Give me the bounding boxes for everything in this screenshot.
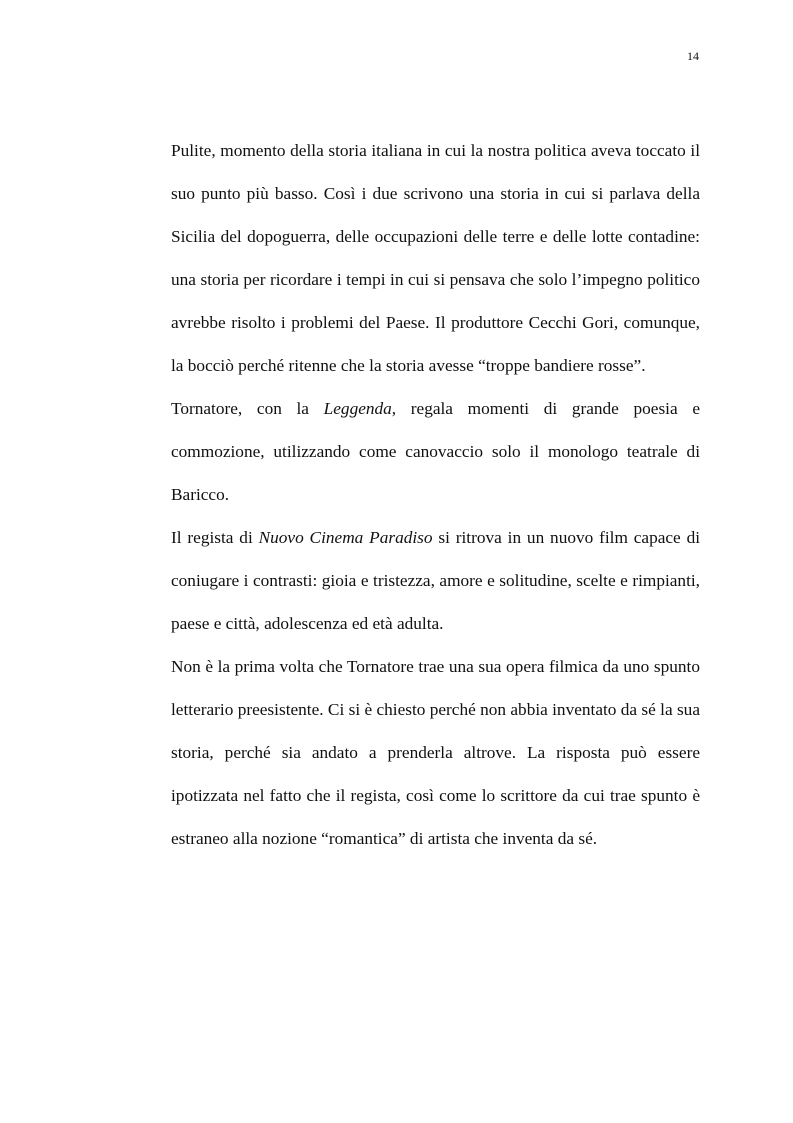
paragraph-text: Tornatore, con la xyxy=(171,399,324,418)
paragraph-4 xyxy=(171,645,700,860)
paragraph-text: Pulite, momento della storia italiana in cui la nostra politica aveva toccato il suo punto più basso. Così i due scrivono una storia in cui si parlava della Sicilia del dopoguerra, delle occupazioni delle terre e delle lotte contadine: una storia per ricordare i tempi in cui si pensava che solo l’impegno politico avrebbe risolto i problemi del Paese. Il produttore Cecchi Gori, comunque, la bocciò perché ritenne che la storia avesse “troppe bandiere rosse”. xyxy=(171,141,700,375)
body-text xyxy=(171,129,700,860)
paragraph-text: Il regista di xyxy=(171,528,259,547)
book-title-italic: Leggenda xyxy=(323,399,392,418)
film-title-italic: Nuovo Cinema Paradiso xyxy=(258,528,433,547)
paragraph-text: si ritrova in un nuovo film capace di coniugare i contrasti: gioia e tristezza, amore e solitudine, scelte e rimpianti, paese e città, adolescenza ed età adulta. xyxy=(171,528,701,633)
paragraph-text: , regala momenti di grande poesia e commozione, utilizzando come canovaccio solo il monologo teatrale di Baricco. xyxy=(171,399,700,504)
paragraph-text: Non è la prima volta che Tornatore trae una sua opera filmica da uno spunto letterario preesistente. Ci si è chiesto perché non abbia inventato da sé la sua storia, perché sia andato a prenderla altrove. La risposta può essere ipotizzata nel fatto che il regista, così come lo scrittore da cui trae spunto è estraneo alla nozione “romantica” di artista che inventa da sé. xyxy=(171,657,700,848)
page-number: 14 xyxy=(687,49,699,63)
paragraph-3 xyxy=(171,516,700,645)
paragraph-2 xyxy=(171,387,700,516)
paragraph-1 xyxy=(171,129,700,387)
